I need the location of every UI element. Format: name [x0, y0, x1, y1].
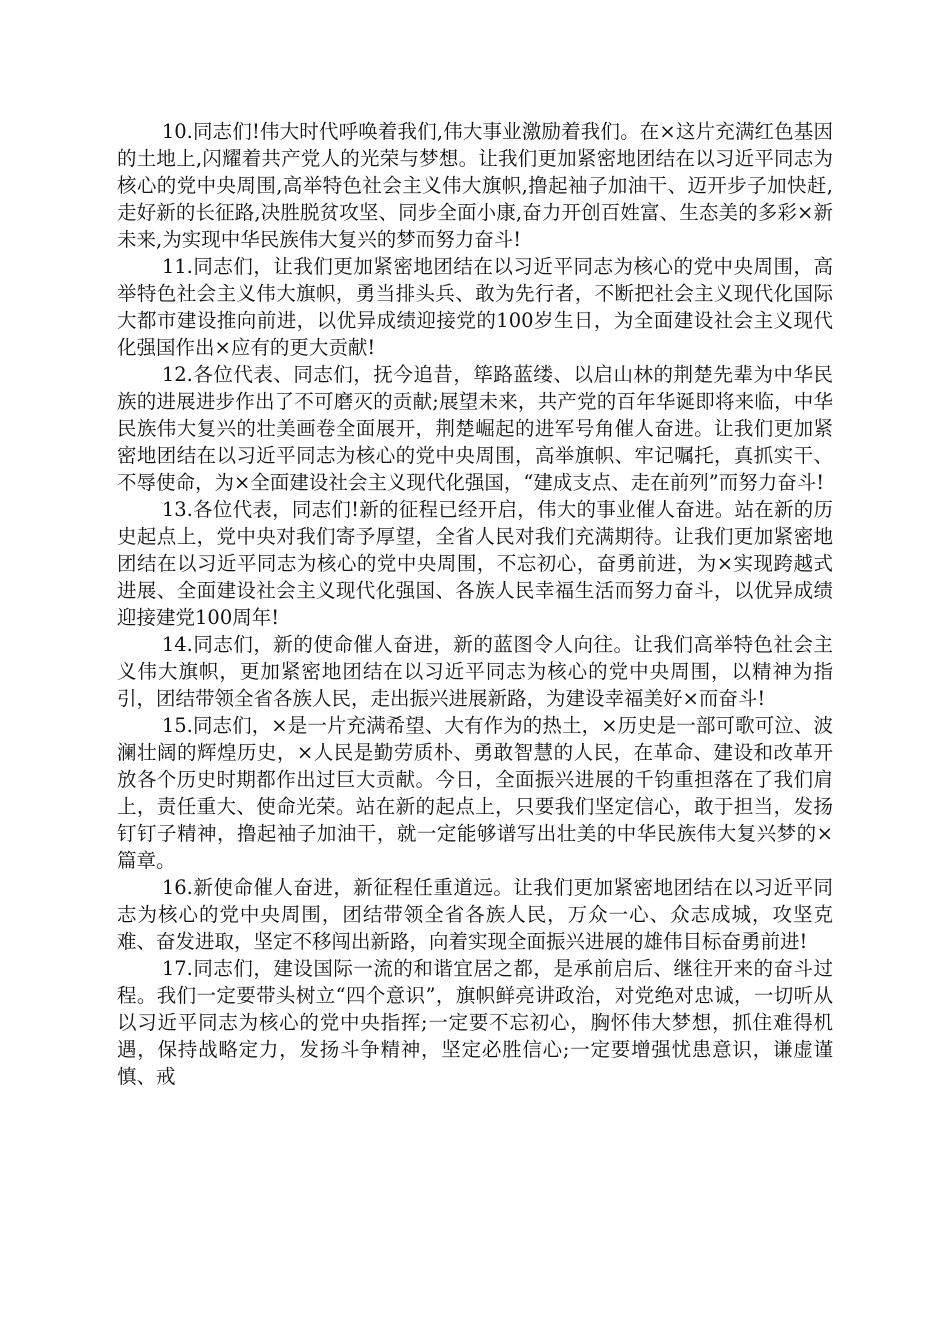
paragraph-15: 15.同志们，×是一片充满希望、大有作为的热土，×历史是一部可歌可泣、波澜壮阔的辉煌历史，×人民是勤劳质朴、勇敢智慧的人民，在革命、建设和改革开放各个历史时期都作出过巨大贡献。今日，全面振兴进展的千钧重担落在了我们肩上，责任重大、使命光荣。站在新的起点上，只要我们坚定信心，敢于担当，发扬钉钉子精神，撸起袖子加油干，就一定能够谱写出壮美的中华民族伟大复兴梦的×篇章。 [117, 714, 833, 872]
paragraph-13: 13.各位代表，同志们!新的征程已经开启，伟大的事业催人奋进。站在新的历史起点上，党中央对我们寄予厚望，全省人民对我们充满期待。让我们更加紧密地团结在以习近平同志为核心的党中央周围，不忘初心，奋勇前进，为×实现跨越式进展、全面建设社会主义现代化强国、各族人民幸福生活而努力奋斗，以优异成绩迎接建党100周年! [117, 498, 833, 629]
paragraph-11: 11.同志们，让我们更加紧密地团结在以习近平同志为核心的党中央周围，高举特色社会主义伟大旗帜，勇当排头兵、敢为先行者，不断把社会主义现代化国际大都市建设推向前进，以优异成绩迎接党的100岁生日，为全面建设社会主义现代化强国作出×应有的更大贡献! [117, 255, 833, 359]
paragraph-10: 10.同志们!伟大时代呼唤着我们,伟大事业激励着我们。在×这片充满红色基因的土地上,闪耀着共产党人的光荣与梦想。让我们更加紧密地团结在以习近平同志为核心的党中央周围,高举特色社会主义伟大旗帜,撸起袖子加油干、迈开步子加快赶,走好新的长征路,决胜脱贫攻坚、同步全面小康,奋力开创百姓富、生态美的多彩×新未来,为实现中华民族伟大复兴的梦而努力奋斗! [117, 120, 833, 251]
paragraph-17: 17.同志们，建设国际一流的和谐宜居之都，是承前启后、继往开来的奋斗过程。我们一定要带头树立“四个意识”，旗帜鲜亮讲政治，对党绝对忠诚，一切听从以习近平同志为核心的党中央指挥;一定要不忘初心，胸怀伟大梦想，抓住难得机遇，保持战略定力，发扬斗争精神，坚定必胜信心;一定要增强忧患意识，谦虚谨慎、戒 [117, 957, 833, 1088]
paragraph-12: 12.各位代表、同志们，抚今追昔，筚路蓝缕、以启山林的荆楚先辈为中华民族的进展进步作出了不可磨灭的贡献;展望未来，共产党的百年华诞即将来临，中华民族伟大复兴的壮美画卷全面展开，荆楚崛起的进军号角催人奋进。让我们更加紧密地团结在以习近平同志为核心的党中央周围，高举旗帜、牢记嘱托，真抓实干、不辱使命，为×全面建设社会主义现代化强国，“建成支点、走在前列”而努力奋斗! [117, 363, 833, 494]
paragraph-14: 14.同志们，新的使命催人奋进，新的蓝图令人向往。让我们高举特色社会主义伟大旗帜，更加紧密地团结在以习近平同志为核心的党中央周围，以精神为指引，团结带领全省各族人民，走出振兴进展新路，为建设幸福美好×而奋斗! [117, 633, 833, 710]
document-body [117, 118, 833, 1090]
paragraph-16: 16.新使命催人奋进，新征程任重道远。让我们更加紧密地团结在以习近平同志为核心的党中央周围，团结带领全省各族人民，万众一心、众志成城，攻坚克难、奋发进取，坚定不移闯出新路，向着实现全面振兴进展的雄伟目标奋勇前进! [117, 876, 833, 953]
